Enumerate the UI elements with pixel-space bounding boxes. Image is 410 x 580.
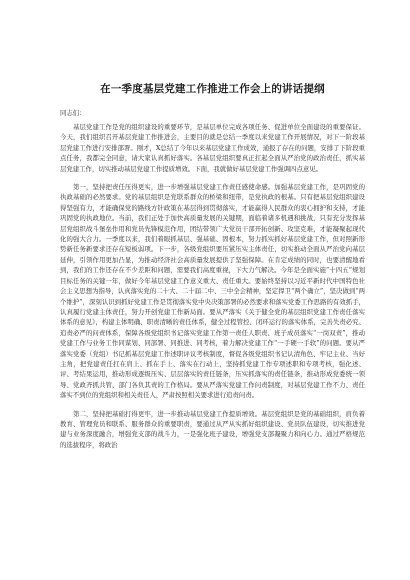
paragraph-second-point: 第二，坚持把基础打得更牢，进一步推动基层党建工作提质增效。基层党组织是党的基础组织，肩负着教育、管理党员和联系、服务群众的重要职责，要通过从严从实抓好组织建设、党员队伍建设，切实推进党建与业务深度融合，增强党支部的战斗力，一是强化班子建设，增强党支部凝聚力和向心力。通过严格规范的选拔程序，将政治 (60, 409, 365, 449)
paragraph-first-point: 第一，坚持把责任压得更实，进一步增强基层党建工作责任感使命感。加强基层党建工作，是巩固党的执政基础的必然要求。党的基层组织是党联系群众的桥梁和纽带，是党执政的根基。只有把基层党组织建设得坚强有力，才能确保党的路线方针政策在基层得到贯彻落实，才能赢得人民群众的衷心拥护和支持，才能巩固党的执政地位。当前，我们正处于加快高质量发展的关键期，面临着诸多机遇和挑战，只有充分发挥基层党组织战斗堡垒作用和党员先锋模范作用，团结带领广大党员干部开拓创新、攻坚克难，才能凝聚起现代化的强大合力。一季度以来，我们着眼抓基层、强基础、固根本，努力抓实抓好基层党建工作，但对照新形势新任务新要求还存在短板弱项。下一步，各级党组织要压紧压实主体责任，切实推动全面从严治党向基层延伸，引领作用更加凸显，为推动经济社会高质量发展提供了坚强保障。在肯定成绩的同时，也要清醒地看到，我们的工作还存在不少差距和问题，需要我们高度重视，下大力气解决。今年是全面实施“十四五”规划目标任务的关键一年，做好今年基层党建工作意义重大、责任重大。要始终坚持以习近平新时代中国特色社会主义思想为指导，认真落实党的二十大、二十届二中、三中全会精神，坚定捍卫“两个确立”，坚决做到“两个维护”，深刻认识到抓好党建工作是贯彻落实党中央决策部署的必然要求和落实党委工作思路的有效抓手，认真履行党建主体责任，努力开创党建工作新局面。要从严落实《关于健全党的基层组织党建工作责任落实体系的意见》，构建主体明确、职责清晰的责任体系，健全过程管控、闭环运行的落实体系，完善失责必究、追责必严的问责体系，保障各级党组织书记落实党建工作第一责任人职责、班子成员落实“一岗双责”，推动党建工作与业务工作同谋划、同部署、同推进、同考核，着力解决党建工作“一手硬一手软”的问题。要从严落实党委（党组）书记抓基层党建工作述职评议考核制度，督促各级党组织书记认清角色、牢记主业、当好主角，把党建责任扛在肩上、抓在手上、落实在行动上，坚持抓党建工作专项述职和专项考核，强化述、评、考结果运用，推动形成逐级压实、层层落实的责任链条，压实抓落实的责任链条，推动形成党委统一领导、党政齐抓共管、部门各负其责的工作格局。要从严落实党建工作问责制度，对基层党建工作不力、责任落实不到位的党组织和相关责任人，严肃按照相关要求进行追责问责。 (60, 183, 365, 400)
paragraph-intro: 基层党建工作是党的组织建设的重要环节，是基层单位完成各项任务、促进单位全面建设的重要保证。今天，我们组织召开基层党建工作推进会，主要目的就是总结一季度以来党建工作开展情况，对下一阶段基层党建工作进行安排部署。刚才，X总结了今年以来基层党建工作成效，通报了存在的问题，安排了下阶段重点任务，我都完全同意，请大家认真抓好落实。各基层党组织要真正扛起全面从严治党的政治责任，抓实基层党建工作，切实推动基层党建工作提质增效。下面，我就做好基层党建工作强调四点意见。 (60, 123, 365, 173)
document-title: 在一季度基层党建工作推进工作会上的讲话提纲 (100, 83, 325, 95)
salutation: 同志们： (60, 109, 86, 117)
